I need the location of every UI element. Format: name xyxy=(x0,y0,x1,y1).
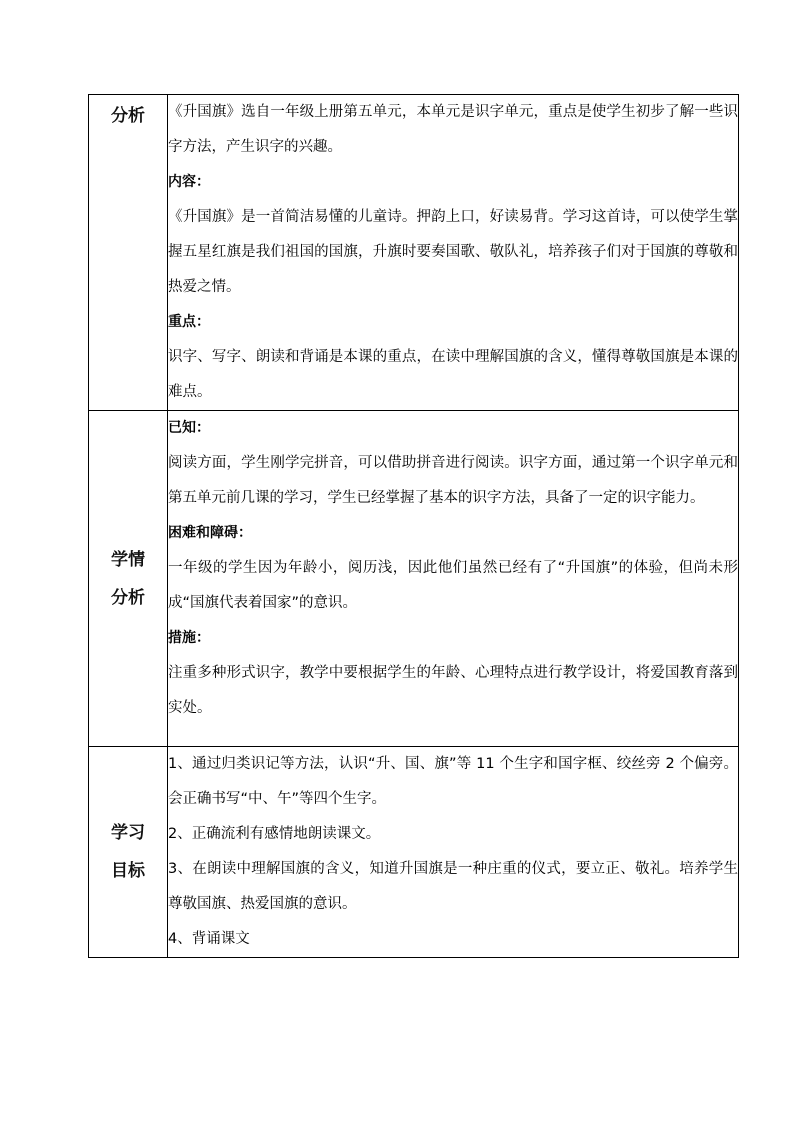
learner-known-heading: 已知： xyxy=(168,420,210,436)
analysis-intro: 《升国旗》选自一年级上册第五单元，本单元是识字单元，重点是使学生初步了解一些识字方法，产生识字的兴趣。 xyxy=(168,104,738,155)
learner-difficulty-text: 一年级的学生因为年龄小，阅历浅，因此他们虽然已经有了“升国旗”的体验，但尚未形成“国旗代表着国家”的意识。 xyxy=(168,560,738,611)
label-learner xyxy=(89,411,168,747)
label-learner-line1: 学情 xyxy=(111,549,145,570)
label-analysis xyxy=(89,95,168,411)
content-goals xyxy=(168,747,739,958)
learner-known-text: 阅读方面，学生刚学完拼音，可以借助拼音进行阅读。识字方面，通过第一个识字单元和第五单元前几课的学习，学生已经掌握了基本的识字方法，具备了一定的识字能力。 xyxy=(168,455,738,506)
learner-measures-text: 注重多种形式识字，教学中要根据学生的年龄、心理特点进行教学设计，将爱国教育落到实处。 xyxy=(168,665,738,716)
table-row-goals xyxy=(89,747,739,958)
analysis-content-heading: 内容： xyxy=(168,174,210,190)
learner-difficulty-heading: 困难和障碍： xyxy=(168,525,252,541)
goal-item: 4、背诵课文 xyxy=(168,931,250,947)
table-row-analysis xyxy=(89,95,739,411)
goal-item: 2、正确流利有感情地朗读课文。 xyxy=(168,826,381,842)
label-learner-line2: 分析 xyxy=(111,587,145,608)
goal-item: 3、在朗读中理解国旗的含义，知道升国旗是一种庄重的仪式，要立正、敬礼。培养学生尊敬国旗、热爱国旗的意识。 xyxy=(168,861,738,912)
label-goals-line2: 目标 xyxy=(111,861,145,881)
analysis-key-heading: 重点： xyxy=(168,314,210,330)
table-row-learner xyxy=(89,411,739,747)
lesson-plan-table xyxy=(88,94,739,958)
analysis-key-text: 识字、写字、朗读和背诵是本课的重点，在读中理解国旗的含义，懂得尊敬国旗是本课的难点。 xyxy=(168,349,738,400)
label-analysis-text: 分析 xyxy=(111,106,145,126)
content-learner xyxy=(168,411,739,747)
label-goals xyxy=(89,747,168,958)
content-analysis xyxy=(168,95,739,411)
goal-item: 1、通过归类识记等方法，认识“升、国、旗”等 11 个生字和国字框、绞丝旁 2 个偏旁。会正确书写“中、午”等四个生字。 xyxy=(168,756,738,807)
label-goals-line1: 学习 xyxy=(111,823,145,843)
analysis-content-text: 《升国旗》是一首简洁易懂的儿童诗。押韵上口，好读易背。学习这首诗，可以使学生掌握五星红旗是我们祖国的国旗，升旗时要奏国歌、敬队礼，培养孩子们对于国旗的尊敬和热爱之情。 xyxy=(168,209,738,295)
learner-measures-heading: 措施： xyxy=(168,630,210,646)
